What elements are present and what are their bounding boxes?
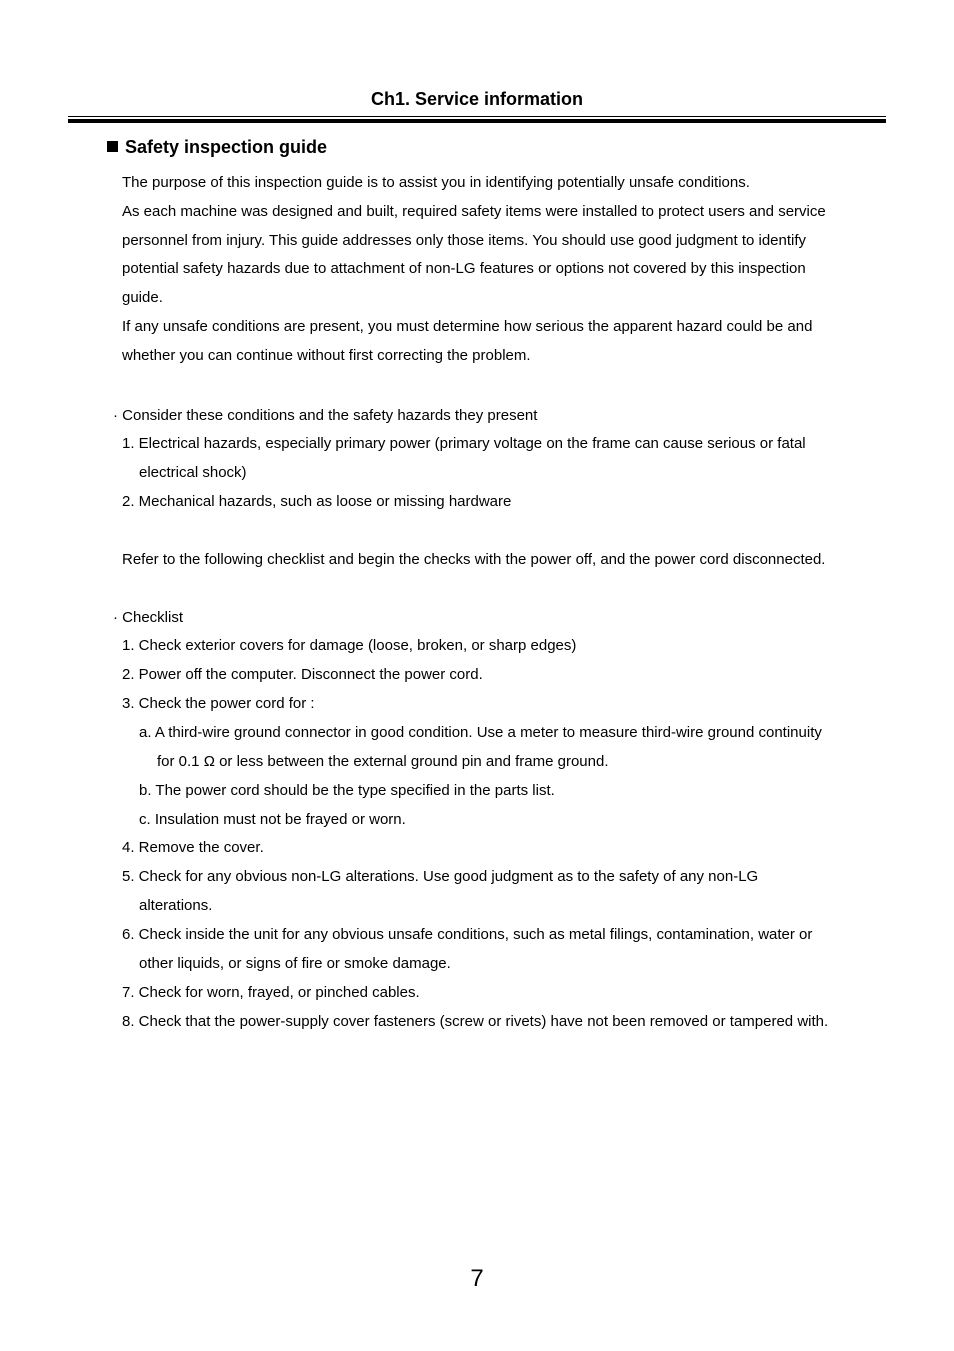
header-rule-thin [68,116,886,117]
checklist-item-3a-line-2: for 0.1 Ω or less between the external ground pin and frame ground. [157,753,609,770]
conditions-item-1-line-1: 1. Electrical hazards, especially primary power (primary voltage on the frame can cause serious or fatal [122,435,806,452]
checklist-item-6-line-2: other liquids, or signs of fire or smoke damage. [139,955,451,972]
section-heading [107,135,327,159]
checklist-item-3c: c. Insulation must not be frayed or worn. [139,811,406,828]
chapter-title: Ch1. Service information [370,89,584,109]
checklist-item-5-line-1: 5. Check for any obvious non-LG alterations. Use good judgment as to the safety of any non-LG [122,868,759,885]
checklist-item-1: 1. Check exterior covers for damage (loose, broken, or sharp edges) [122,637,577,654]
conditions-heading: · Consider these conditions and the safety hazards they present [113,407,538,424]
conditions-item-1-line-2: electrical shock) [139,464,247,481]
intro-line-2: As each machine was designed and built, required safety items were installed to protect users and service [122,203,826,220]
checklist-item-2: 2. Power off the computer. Disconnect the power cord. [122,666,483,683]
checklist-item-7: 7. Check for worn, frayed, or pinched cables. [122,984,420,1001]
intro-line-5: guide. [122,289,163,306]
refer-text: Refer to the following checklist and begin the checks with the power off, and the power cord disconnected. [122,551,826,568]
checklist-item-3: 3. Check the power cord for : [122,695,315,712]
intro-line-3: personnel from injury. This guide addresses only those items. You should use good judgment to identify [122,232,807,249]
checklist-item-3a-line-1: a. A third-wire ground connector in good condition. Use a meter to measure third-wire ground continuity [139,724,822,741]
header-rule-thick [68,119,886,123]
checklist-item-8: 8. Check that the power-supply cover fasteners (screw or rivets) have not been removed or tampered with. [122,1013,829,1030]
square-bullet-icon [107,141,118,152]
page-number: 7 [470,1265,484,1292]
checklist-item-4: 4. Remove the cover. [122,839,264,856]
checklist-item-3b: b. The power cord should be the type specified in the parts list. [139,782,555,799]
intro-line-7: whether you can continue without first correcting the problem. [122,347,531,364]
section-heading-text: Safety inspection guide [125,137,328,157]
intro-line-4: potential safety hazards due to attachment of non-LG features or options not covered by this inspection [122,260,806,277]
conditions-item-2: 2. Mechanical hazards, such as loose or missing hardware [122,493,512,510]
checklist-heading: · Checklist [113,609,184,626]
intro-line-6: If any unsafe conditions are present, you must determine how serious the apparent hazard could be and [122,318,813,335]
intro-line-1: The purpose of this inspection guide is to assist you in identifying potentially unsafe conditions. [122,174,750,191]
checklist-item-6-line-1: 6. Check inside the unit for any obvious unsafe conditions, such as metal filings, contamination, water or [122,926,813,943]
checklist-item-5-line-2: alterations. [139,897,213,914]
